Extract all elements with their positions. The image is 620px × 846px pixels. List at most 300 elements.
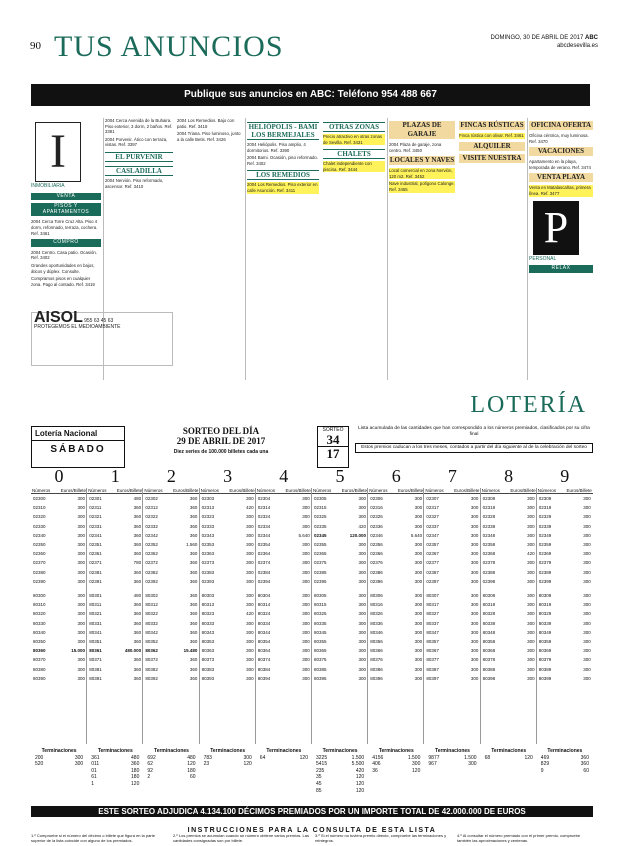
result-row [368, 531, 424, 540]
prize-amount: 5.640 [298, 532, 310, 538]
personal-label: PERSONAL [529, 255, 557, 262]
result-row [256, 503, 312, 512]
terminacion-number: 68 [484, 754, 491, 761]
result-row [143, 655, 199, 664]
ticket-number: 02381 [89, 569, 102, 575]
ticket-number: 02335 [314, 523, 327, 529]
ticket-number: 02360 [33, 551, 46, 557]
prize-amount: 300 [527, 675, 535, 681]
prize-amount: 300 [358, 505, 366, 511]
prize-amount: 300 [358, 542, 366, 548]
ticket-number: 80391 [89, 675, 102, 681]
prize-amount: 300 [246, 542, 254, 548]
prize-amount: 360 [133, 569, 142, 575]
digit-headers [31, 468, 593, 484]
result-row [537, 522, 593, 531]
result-row [87, 503, 143, 512]
header-numeros: Números [481, 488, 500, 493]
result-row [424, 494, 480, 503]
prize-amount: 300 [302, 505, 310, 511]
prize-amount: 360 [133, 551, 142, 557]
ticket-number: 80386 [370, 666, 383, 672]
prize-amount: 300 [77, 569, 85, 575]
results-column [31, 488, 87, 744]
terminacion-row [31, 761, 87, 768]
result-row [87, 494, 143, 503]
prize-amount: 300 [246, 523, 254, 529]
result-row [312, 628, 368, 637]
aisol-phones: 955 63 45 63 [84, 318, 114, 324]
result-row [368, 577, 424, 586]
ticket-number: 02328 [482, 514, 496, 520]
result-row [200, 558, 256, 567]
ticket-number: 02395 [314, 578, 327, 584]
terminacion-label: Terminaciones [491, 748, 527, 754]
ticket-number: 02382 [145, 569, 158, 575]
ticket-number: 80356 [370, 639, 383, 645]
terminacion-row [312, 755, 368, 762]
prize-amount: 300 [527, 505, 535, 511]
prize-amount: 300 [302, 569, 310, 575]
loteria-nacional-logo [31, 426, 125, 468]
ticket-number: 02362 [145, 551, 158, 557]
ticket-number: 80315 [314, 602, 327, 608]
ticket-number: 02315 [314, 505, 327, 511]
prize-amount: 1.560 [186, 542, 198, 548]
column-separator [86, 488, 87, 744]
prize-amount: 300 [527, 532, 535, 538]
result-row [424, 609, 480, 618]
terminacion-column [31, 748, 87, 768]
lista-box: Estos premios caducan a los tres meses, contados a partir del día siguiente al de la celebración del sorteo [355, 443, 593, 453]
prize-amount: 300 [302, 496, 310, 501]
result-row [481, 512, 537, 521]
header-numeros: Números [144, 488, 163, 493]
prize-amount: 360 [133, 666, 142, 672]
result-row [537, 568, 593, 577]
ticket-number: 02392 [145, 578, 158, 584]
result-row [200, 628, 256, 637]
result-row [424, 637, 480, 646]
result-row [424, 628, 480, 637]
ticket-number: 80307 [426, 593, 439, 599]
ticket-number: 80396 [370, 675, 383, 681]
ticket-number: 80316 [370, 602, 383, 608]
head-chalets: CHALETS [323, 149, 385, 159]
result-row [31, 655, 87, 664]
ticket-number: 02338 [482, 523, 496, 529]
prize-amount: 360 [133, 657, 142, 663]
result-row [200, 637, 256, 646]
ticket-number: 80370 [33, 657, 46, 663]
result-row [31, 540, 87, 549]
prize-amount: 300 [246, 629, 254, 635]
ticket-number: 80329 [538, 611, 552, 617]
prize-amount: 300 [302, 666, 310, 672]
ticket-number: 80301 [89, 593, 102, 599]
prize-amount: 300 [583, 523, 591, 529]
prize-amount: 300 [302, 648, 310, 654]
result-row [424, 674, 480, 683]
prize-amount: 300 [77, 542, 85, 548]
header-numeros: Números [369, 488, 388, 493]
result-row [87, 512, 143, 521]
ticket-number: 02326 [370, 514, 383, 520]
ticket-number: 02329 [538, 514, 552, 520]
prize-amount: 300 [527, 657, 535, 663]
ticket-number: 02318 [482, 505, 496, 511]
result-row [143, 512, 199, 521]
result-row [312, 655, 368, 664]
result-row [87, 637, 143, 646]
result-row [200, 568, 256, 577]
ticket-number: 02376 [370, 560, 383, 566]
ad-1-3: Grandes oportunidades en bajos, áticos y dúplex. Consulte. [31, 262, 95, 274]
prize-amount: 5.640 [410, 532, 423, 538]
result-row [312, 637, 368, 646]
ticket-number: 80326 [370, 611, 383, 617]
prize-amount: 300 [358, 675, 366, 681]
terminacion-row [143, 761, 199, 768]
terminacion-number: 200 [35, 754, 44, 761]
prize-amount: 300 [77, 611, 85, 617]
terminacion-column [143, 748, 199, 781]
header-numeros: Números [32, 488, 51, 493]
prize-amount: 300 [470, 602, 479, 608]
result-row [256, 619, 312, 628]
terminacion-number: 92 [147, 767, 153, 774]
result-row [200, 531, 256, 540]
result-row [537, 591, 593, 600]
lottery-title: LOTERÍA [470, 392, 587, 418]
site: abcdesevilla.es [556, 43, 598, 49]
terminacion-column [200, 748, 256, 768]
digit-header: 7 [447, 466, 457, 486]
terminacion-number: 520 [35, 761, 44, 768]
result-row [31, 600, 87, 609]
result-row [200, 619, 256, 628]
aisol-box [31, 309, 173, 366]
ticket-number: 02399 [538, 578, 552, 584]
result-row [424, 503, 480, 512]
prize-amount: 300 [358, 666, 366, 672]
header-euros: Euros/Billete [566, 488, 592, 493]
results-column [143, 488, 199, 744]
prize-amount: 300 [77, 675, 85, 681]
classifieds [31, 118, 593, 380]
ticket-number: 80319 [538, 602, 552, 608]
prize-amount: 300 [470, 620, 479, 626]
result-row [537, 577, 593, 586]
header-euros: Euros/Billete [285, 488, 311, 493]
terminacion-row [481, 755, 537, 762]
result-row [87, 619, 143, 628]
terminacion-label: Terminaciones [322, 748, 358, 754]
prize-amount: 300 [246, 648, 254, 654]
result-row [87, 646, 143, 655]
result-row [537, 600, 593, 609]
ticket-number: 80363 [201, 648, 215, 654]
ticket-number: 80389 [538, 666, 552, 672]
ticket-number: 02384 [257, 569, 271, 575]
terminacion-row [143, 755, 199, 762]
ticket-number: 02350 [33, 542, 46, 548]
ticket-number: 80303 [201, 593, 215, 599]
ticket-number: 02352 [145, 542, 158, 548]
prize-amount: 300 [527, 569, 535, 575]
ticket-number: 02368 [482, 551, 496, 557]
ad-1-4: Compramos pisos en cualquier zona. Pago al contado. Ref. 3419 [31, 276, 95, 287]
col-ads-3 [177, 118, 243, 380]
result-row [256, 558, 312, 567]
prize-amount: 300 [246, 675, 254, 681]
result-row [481, 619, 537, 628]
result-row [312, 600, 368, 609]
sorteo-series: Diez series de 100.000 billetes cada una [173, 449, 269, 455]
result-row [143, 540, 199, 549]
prize-amount: 360 [189, 505, 198, 511]
results-column [312, 488, 368, 744]
terminacion-amount: 1.500 [351, 754, 365, 761]
prize-amount: 300 [527, 666, 535, 672]
prize-amount: 300 [246, 578, 254, 584]
result-row [143, 600, 199, 609]
prize-amount: 300 [302, 578, 310, 584]
result-row [143, 619, 199, 628]
terminacion-column [312, 748, 368, 794]
sorteo-del-dia-label: SORTEO DEL DÍA [182, 426, 260, 436]
terminacion-row [200, 761, 256, 768]
ticket-number: 80340 [33, 629, 46, 635]
prize-amount: 300 [583, 666, 591, 672]
prize-amount: 300 [246, 569, 254, 575]
head-visite: VISITE NUESTRA [459, 154, 525, 163]
ticket-number: 02344 [257, 532, 271, 538]
terminacion-amount: 300 [243, 754, 252, 761]
prize-amount: 300 [414, 578, 423, 584]
result-row [312, 558, 368, 567]
ticket-number: 80347 [426, 629, 439, 635]
prize-amount: 300 [358, 560, 366, 566]
ticket-number: 80382 [145, 666, 158, 672]
section-relax: RELAX [529, 265, 593, 273]
prize-amount: 300 [77, 514, 85, 520]
terminacion-amount: 300 [74, 754, 84, 761]
ad-8-3: Venta en Matalascañas, primera línea. Ref. 3477 [529, 185, 593, 196]
ad-6-1: 2004 Plaza de garaje, zona centro. Ref. 3450 [389, 142, 442, 153]
ticket-number: 02346 [370, 532, 383, 538]
result-row [31, 665, 87, 674]
prize-amount: 300 [414, 514, 423, 520]
prize-amount: 300 [583, 593, 591, 599]
head-vacaciones: VACACIONES [529, 147, 593, 156]
ticket-number: 80361 [89, 648, 102, 654]
instructions-p4: 4.º Al consultar el número premiado con el primer premio, compruebe también las aproximaciones y centenas. [457, 833, 581, 843]
result-row [256, 512, 312, 521]
prize-amount: 300 [302, 657, 310, 663]
ticket-number: 80350 [33, 639, 46, 645]
prize-amount: 300 [414, 675, 423, 681]
ticket-number: 80365 [314, 648, 327, 654]
prize-amount: 300 [470, 675, 479, 681]
result-row [312, 531, 368, 540]
head-heliopolis: HELIÓPOLIS - BAMI LOS BERMEJALES [248, 123, 318, 139]
prize-amount: 300 [302, 523, 310, 529]
result-row [424, 646, 480, 655]
terminacion-number: 61 [91, 774, 97, 781]
results-column [87, 488, 143, 744]
result-row [537, 549, 593, 558]
section-venta: VENTA [31, 193, 101, 201]
results-column [256, 488, 312, 744]
ticket-number: 80351 [89, 639, 102, 645]
ticket-number: 80380 [33, 666, 46, 672]
ticket-number: 02398 [482, 578, 496, 584]
ticket-number: 02351 [89, 542, 102, 548]
ticket-number: 80366 [370, 648, 383, 654]
prize-amount: 300 [358, 620, 366, 626]
instructions-p3: 3.º Si el número no tuviera premio directo, compruebe las terminaciones y reintegros. [315, 833, 447, 843]
ticket-number: 02337 [426, 523, 439, 529]
result-row [481, 628, 537, 637]
prize-amount: 300 [527, 560, 535, 566]
result-row [87, 628, 143, 637]
result-row [368, 549, 424, 558]
terminacion-amount: 180 [131, 774, 140, 781]
result-row [312, 540, 368, 549]
col-divider [527, 118, 528, 380]
prize-amount: 360 [189, 602, 198, 608]
prize-amount: 360 [133, 639, 142, 645]
prize-amount: 300 [583, 578, 591, 584]
result-row [537, 609, 593, 618]
prize-amount: 360 [133, 505, 142, 511]
header-euros: Euros/Billete [454, 488, 480, 493]
terminacion-row [312, 774, 368, 781]
ticket-number: 02307 [426, 496, 439, 501]
prize-amount: 300 [246, 551, 254, 557]
digit-header: 3 [223, 466, 233, 486]
adjudica-banner: ESTE SORTEO ADJUDICA 4.134.100 DÉCIMOS PREMIADOS POR UN IMPORTE TOTAL DE 42.000.000 DE EUROS [31, 806, 593, 817]
ticket-number: 80325 [314, 611, 327, 617]
ticket-number: 02301 [89, 496, 102, 501]
result-row [481, 531, 537, 540]
prize-amount: 300 [414, 496, 423, 501]
terminacion-amount: 180 [187, 767, 196, 774]
loteria-brand: Lotería Nacional [32, 427, 124, 441]
terminacion-row [312, 788, 368, 795]
result-row [424, 591, 480, 600]
result-row [143, 503, 199, 512]
result-row [256, 609, 312, 618]
terminaciones [31, 748, 593, 804]
result-row [87, 558, 143, 567]
prize-amount: 300 [470, 639, 479, 645]
prize-amount: 360 [189, 569, 198, 575]
result-row [424, 577, 480, 586]
ticket-number: 80318 [482, 602, 496, 608]
prize-amount: 360 [133, 611, 142, 617]
prize-amount: 300 [246, 639, 254, 645]
results-column [537, 488, 593, 744]
result-row [368, 494, 424, 503]
ad-1-1: 2004 Cerca Torre Cruz Alta. Piso 4 dorm, reformado, terraza, cochera. Ref. 3461 [31, 219, 98, 236]
result-row [368, 558, 424, 567]
terminacion-label: Terminaciones [154, 748, 189, 754]
prize-amount: 360 [189, 551, 198, 557]
terminacion-number: 3225 [316, 754, 328, 761]
prize-amount: 300 [358, 648, 366, 654]
prize-amount: 300 [246, 620, 254, 626]
ticket-number: 80310 [33, 602, 46, 608]
column-separator [536, 488, 537, 744]
col-divider [387, 118, 388, 380]
ticket-number: 80395 [314, 675, 327, 681]
ticket-number: 02309 [538, 496, 552, 501]
ticket-number: 02349 [538, 532, 552, 538]
terminacion-amount: 420 [355, 767, 365, 774]
prize-amount: 300 [583, 657, 591, 663]
terminacion-number: 1 [91, 780, 94, 787]
result-row [368, 522, 424, 531]
terminacion-row [31, 755, 87, 762]
result-row [424, 568, 480, 577]
result-row [256, 628, 312, 637]
ticket-number: 80376 [370, 657, 383, 663]
terminacion-amount: 120 [131, 780, 140, 787]
ticket-number: 80337 [426, 620, 439, 626]
prize-amount: 480 [133, 496, 142, 501]
result-row [256, 522, 312, 531]
ticket-number: 02363 [201, 551, 215, 557]
terminacion-row [87, 774, 143, 781]
header-euros: Euros/Billete [116, 488, 143, 493]
result-row [368, 674, 424, 683]
page-number: 90 [30, 40, 41, 52]
ticket-number: 80312 [145, 602, 158, 608]
ticket-number: 02389 [538, 569, 552, 575]
ticket-number: 80328 [482, 611, 496, 617]
result-row [31, 577, 87, 586]
prize-amount: 360 [189, 629, 198, 635]
result-row [31, 674, 87, 683]
digit-header: 8 [504, 466, 514, 486]
terminacion-row [87, 781, 143, 788]
ad-8-2: Apartamento en la playa, temporada de verano. Ref. 3474 [529, 159, 591, 170]
terminacion-amount: 120 [524, 754, 533, 761]
ticket-number: 02331 [89, 523, 102, 529]
header-numeros: Números [425, 488, 444, 493]
ticket-number: 80339 [538, 620, 552, 626]
result-row [256, 646, 312, 655]
prize-amount: 360 [133, 675, 142, 681]
result-row [424, 600, 480, 609]
prize-amount: 300 [302, 560, 310, 566]
result-row [481, 558, 537, 567]
result-row [256, 540, 312, 549]
ticket-number: 02310 [33, 505, 46, 511]
ticket-number: 02317 [426, 505, 439, 511]
ticket-number: 80335 [314, 620, 327, 626]
column-separator [423, 488, 424, 744]
result-row [368, 600, 424, 609]
prize-amount: 420 [358, 523, 366, 529]
result-row [200, 600, 256, 609]
result-row [87, 531, 143, 540]
result-row [87, 665, 143, 674]
prize-amount: 300 [246, 666, 254, 672]
result-row [537, 665, 593, 674]
